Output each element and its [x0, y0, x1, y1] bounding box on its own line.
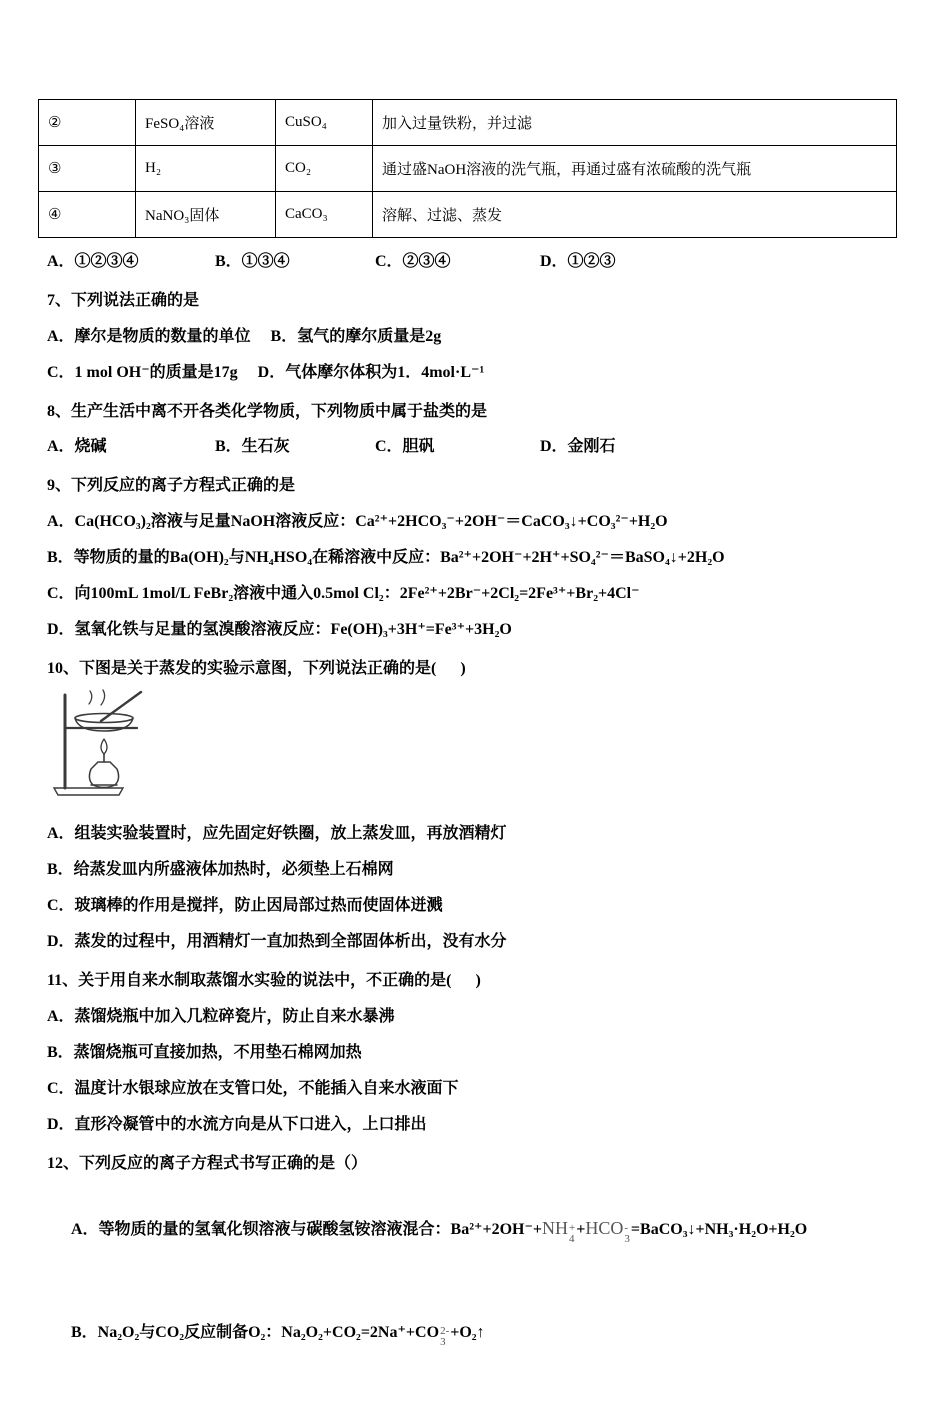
question-9-option-b: B．等物质的量的Ba(OH)₂与NH₄HSO₄在稀溶液中反应：Ba²⁺+2OH⁻+2H⁺+SO₄²⁻＝BaSO₄↓+2H₂O: [47, 549, 725, 566]
cell-method: 通过盛NaOH溶液的洗气瓶，再通过盛有浓硫酸的洗气瓶: [373, 146, 897, 192]
evaporation-apparatus-diagram: [49, 688, 897, 805]
question-9-option-a: A．Ca(HCO₃)₂溶液与足量NaOH溶液反应：Ca²⁺+2HCO₃⁻+2OH⁻＝CaCO₃↓+CO₃²⁻+H₂O: [47, 513, 668, 530]
question-10-option-c: C．玻璃棒的作用是搅拌，防止因局部过热而使固体迸溅: [47, 897, 443, 914]
option-b-text: B．Na₂O₂与CO₂反应制备O₂：Na₂O₂+CO₂=2Na⁺+CO: [71, 1324, 440, 1341]
option-a-text: A．等物质的量的氢氧化钡溶液与碳酸氢铵溶液混合：Ba²⁺+2OH⁻+: [71, 1221, 543, 1238]
glass-rod: [101, 692, 141, 721]
cell-substance: H₂: [136, 146, 276, 192]
question-7-options-cd: C．1 mol OH⁻的质量是17g D．气体摩尔体积为1．4mol·L⁻¹: [47, 364, 485, 381]
question-6-options: [47, 251, 897, 273]
cell-impurity: CO₂: [276, 146, 373, 192]
formula-ammonium-ion: [542, 1218, 576, 1245]
option-b-text-end: +O₂↑: [450, 1324, 485, 1341]
formula-superscript: -: [624, 1222, 629, 1234]
exam-body: [47, 251, 897, 1373]
formula-scripts: [624, 1223, 630, 1245]
formula-subscript: 3: [624, 1233, 630, 1245]
lamp-flame: [101, 739, 107, 754]
question-12-option-a: [47, 1195, 897, 1270]
question-7-stem: 7、下列说法正确的是: [47, 292, 200, 309]
formula-subscript: 3: [440, 1336, 446, 1348]
question-11-option-a: A．蒸馏烧瓶中加入几粒碎瓷片，防止自来水暴沸: [47, 1008, 395, 1025]
question-10-option-a: A．组装实验装置时，应先固定好铁圈，放上蒸发皿，再放酒精灯: [47, 825, 507, 842]
option-a: A．烧碱: [47, 438, 107, 455]
question-11-option-b: B．蒸馏烧瓶可直接加热，不用垫石棉网加热: [47, 1044, 362, 1061]
table-row: [39, 100, 897, 146]
question-9-stem: 9、下列反应的离子方程式正确的是: [47, 477, 296, 494]
formula-bicarbonate-ion: [585, 1218, 631, 1245]
question-10-option-d: D．蒸发的过程中，用酒精灯一直加热到全部固体析出，没有水分: [47, 933, 507, 950]
formula-superscript: +: [569, 1222, 576, 1234]
question-10-stem: 10、下图是关于蒸发的实验示意图，下列说法正确的是( ): [47, 660, 466, 677]
cell-row-number: ③: [39, 146, 136, 192]
question-8-stem: 8、生产生活中离不开各类化学物质，下列物质中属于盐类的是: [47, 403, 488, 420]
option-c: C．胆矾: [375, 438, 435, 455]
formula-superscript: 2-: [440, 1325, 450, 1337]
question-9-option-c: C．向100mL 1mol/L FeBr₂溶液中通入0.5mol Cl₂：2Fe²⁺+2Br⁻+2Cl₂=2Fe³⁺+Br₂+4Cl⁻: [47, 585, 640, 602]
formula-scripts: [569, 1223, 575, 1245]
cell-method: 溶解、过滤、蒸发: [373, 192, 897, 238]
option-b: B．①③④: [215, 253, 290, 270]
cell-substance: FeSO₄溶液: [136, 100, 276, 146]
cell-row-number: ②: [39, 100, 136, 146]
cell-substance: NaNO₃固体: [136, 192, 276, 238]
question-11-option-d: D．直形冷凝管中的水流方向是从下口进入，上口排出: [47, 1116, 427, 1133]
question-9-option-d: D．氢氧化铁与足量的氢溴酸溶液反应：Fe(OH)₃+3H⁺=Fe³⁺+3H₂O: [47, 621, 512, 638]
formula-base: HCO: [585, 1218, 624, 1238]
question-6-table: [38, 99, 897, 238]
plus-sign: +: [576, 1221, 586, 1238]
option-c: C．②③④: [375, 253, 451, 270]
option-d: D．①②③: [540, 253, 616, 270]
question-11-option-c: C．温度计水银球应放在支管口处，不能插入自来水液面下: [47, 1080, 459, 1097]
cell-row-number: ④: [39, 192, 136, 238]
table-row: [39, 192, 897, 238]
formula-subscript: 4: [569, 1233, 575, 1245]
option-a: A．①②③④: [47, 253, 139, 270]
question-12-option-b: [47, 1300, 897, 1373]
table-row: [39, 146, 897, 192]
question-8-options: [47, 436, 897, 458]
question-10-option-b: B．给蒸发皿内所盛液体加热时，必须垫上石棉网: [47, 861, 394, 878]
question-12-stem: 12、下列反应的离子方程式书写正确的是（）: [47, 1155, 368, 1172]
option-d: D．金刚石: [540, 438, 616, 455]
cell-impurity: CuSO₄: [276, 100, 373, 146]
formula-carbonate-scripts: [440, 1326, 449, 1348]
question-11-stem: 11、关于用自来水制取蒸馏水实验的说法中，不正确的是( ): [47, 972, 481, 989]
alcohol-lamp: [89, 762, 118, 788]
cell-impurity: CaCO₃: [276, 192, 373, 238]
steam-lines: [89, 690, 105, 705]
question-7-options-ab: A．摩尔是物质的数量的单位 B．氢气的摩尔质量是2g: [47, 328, 442, 345]
cell-method: 加入过量铁粉，并过滤: [373, 100, 897, 146]
option-a-text-end: =BaCO₃↓+NH₃·H₂O+H₂O: [630, 1221, 808, 1238]
evaporation-apparatus-svg: [49, 688, 169, 800]
option-b: B．生石灰: [215, 438, 290, 455]
formula-base: NH: [542, 1218, 569, 1238]
